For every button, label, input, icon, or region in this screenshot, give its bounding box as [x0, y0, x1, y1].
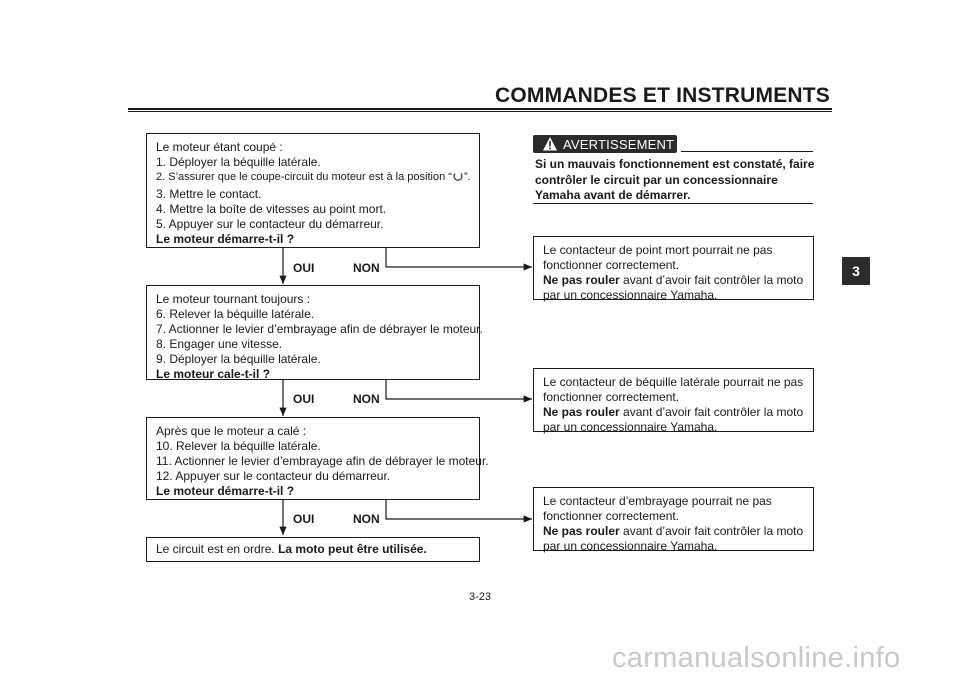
yes-label: OUI	[293, 392, 315, 406]
warning-banner	[533, 135, 677, 153]
chapter-tab[interactable]: 3	[842, 257, 870, 285]
step3-line: 12. Appuyer sur le contacteur du démarreur.	[156, 469, 391, 483]
no-label: NON	[353, 261, 380, 275]
step1-line: 5. Appuyer sur le contacteur du démarreur.	[156, 217, 384, 231]
watermark: carmanualsonline.info	[612, 642, 901, 674]
result-line: par un concessionnaire Yamaha.	[543, 420, 718, 434]
final-bold-text: La moto peut être utilisée.	[278, 542, 427, 556]
yes-label: OUI	[293, 261, 315, 275]
no-arrow-3	[386, 500, 532, 519]
warning-rule	[681, 151, 813, 152]
flow-box-step-3	[146, 417, 489, 500]
flow-box-step-2	[146, 285, 483, 381]
result-line: Le contacteur de point mort pourrait ne pas	[543, 243, 773, 257]
result-line: Le contacteur d’embrayage pourrait ne pas	[543, 494, 772, 508]
step1-line: Le moteur étant coupé :	[156, 140, 283, 154]
step1-question: Le moteur démarre-t-il ?	[156, 232, 295, 246]
result-line: fonctionner correctement.	[543, 258, 680, 272]
step2-line: 6. Relever la béquille latérale.	[156, 307, 315, 321]
step1-line: 2. S’assurer que le coupe-circuit du moteur est à la position “ ”.	[156, 170, 479, 187]
warning-icon	[542, 136, 558, 152]
step3-line: 11. Actionner le levier d’embrayage afin de débrayer le moteur.	[156, 454, 489, 468]
no-label: NON	[353, 512, 380, 526]
step2-question: Le moteur cale-t-il ?	[156, 367, 271, 381]
do-not-ride-label: Ne pas rouler	[543, 405, 620, 419]
result-line: Le contacteur de béquille latérale pourrait ne pas	[543, 375, 804, 389]
warning-label: AVERTISSEMENT	[563, 136, 675, 152]
no-label: NON	[353, 392, 380, 406]
step2-line: 9. Déployer la béquille latérale.	[156, 352, 321, 366]
result-line: fonctionner correctement.	[543, 509, 680, 523]
final-text: Le circuit est en ordre.	[156, 542, 279, 556]
result-line: par un concessionnaire Yamaha.	[543, 539, 718, 553]
result-line: par un concessionnaire Yamaha.	[543, 288, 718, 302]
step3-line: Après que le moteur a calé :	[156, 424, 307, 438]
do-not-ride-label: Ne pas rouler	[543, 524, 620, 538]
step1-line: 1. Déployer la béquille latérale.	[156, 155, 321, 169]
warning-text: Si un mauvais fonctionnement est constaté, faire contrôler le circuit par un concessionnaire Yamaha avant de démarrer.	[535, 157, 815, 202]
flow-box-final	[146, 537, 480, 562]
step3-line: 10. Relever la béquille latérale.	[156, 439, 321, 453]
result-line: avant d’avoir fait contrôler la moto	[619, 273, 804, 287]
step2-line: Le moteur tournant toujours :	[156, 292, 311, 306]
step2-line: 8. Engager une vitesse.	[156, 337, 283, 351]
step2-line: 7. Actionner le levier d’embrayage afin de débrayer le moteur.	[156, 322, 483, 336]
step3-question: Le moteur démarre-t-il ?	[156, 484, 295, 498]
no-arrow-2	[386, 380, 532, 399]
result-box-sidestand-switch	[533, 368, 814, 432]
result-line: avant d’avoir fait contrôler la moto	[619, 405, 804, 419]
no-arrow-1	[386, 248, 532, 267]
engine-stop-switch-icon	[452, 171, 464, 187]
result-line: fonctionner correctement.	[543, 390, 680, 404]
yes-label: OUI	[293, 512, 315, 526]
flow-box-step-1	[146, 133, 480, 248]
result-box-neutral-switch	[533, 236, 814, 300]
result-line: avant d’avoir fait contrôler la moto	[619, 524, 804, 538]
warning-bottom-rule	[533, 203, 813, 204]
result-box-clutch-switch	[533, 487, 814, 551]
step1-line: 4. Mettre la boîte de vitesses au point mort.	[156, 202, 387, 216]
do-not-ride-label: Ne pas rouler	[543, 273, 620, 287]
page-number: 3-23	[468, 591, 492, 603]
page-title: COMMANDES ET INSTRUMENTS	[495, 84, 830, 107]
step1-line: 3. Mettre le contact.	[156, 187, 262, 201]
